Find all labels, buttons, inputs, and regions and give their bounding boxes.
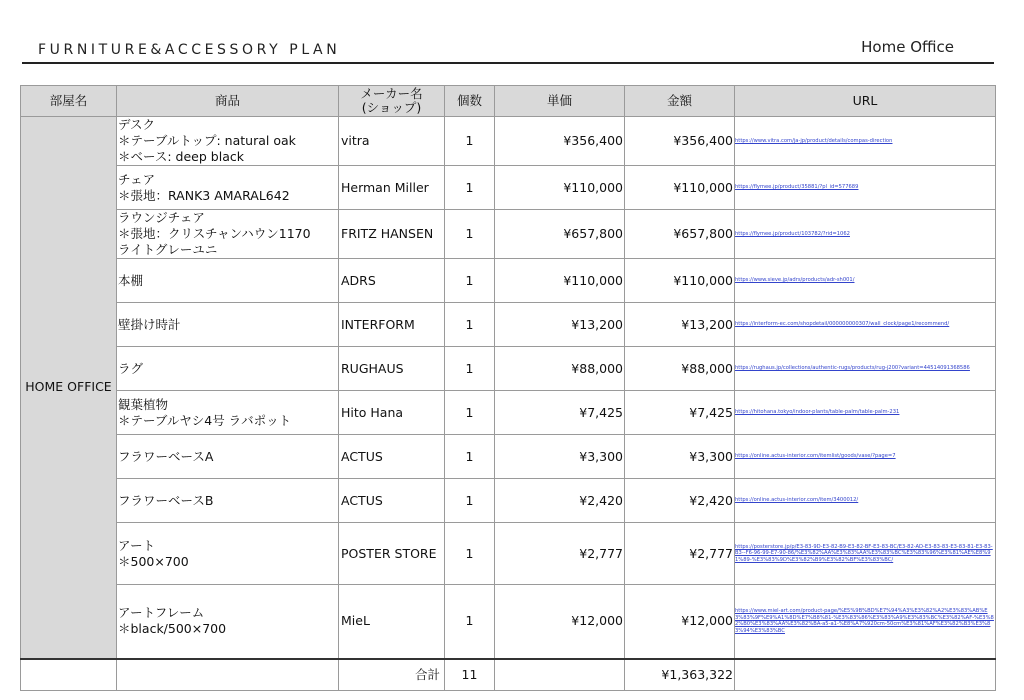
maker-cell: RUGHAUS: [339, 347, 445, 391]
unit-price-cell: ¥2,420: [495, 479, 625, 523]
title-divider: [22, 62, 994, 64]
qty-cell: 1: [445, 347, 495, 391]
maker-cell: MieL: [339, 585, 445, 659]
url-cell: [735, 303, 996, 347]
qty-cell: 1: [445, 391, 495, 435]
url-cell: [735, 166, 996, 210]
room-name-cell: HOME OFFICE: [21, 117, 117, 659]
table-row: [21, 585, 996, 659]
maker-cell: ACTUS: [339, 435, 445, 479]
qty-cell: 1: [445, 523, 495, 585]
unit-price-cell: ¥356,400: [495, 117, 625, 166]
document-subtitle: Home Office: [861, 38, 954, 56]
url-cell: [735, 117, 996, 166]
url-cell: [735, 435, 996, 479]
table-row: [21, 259, 996, 303]
url-cell: [735, 585, 996, 659]
product-link[interactable]: https://hitohana.tokyo/indoor-plants/table-palm/table-palm-231: [735, 409, 900, 416]
url-cell: [735, 259, 996, 303]
qty-cell: 1: [445, 585, 495, 659]
product-link[interactable]: https://online.actus-interior.com/itemlist/goods/vase/?page=7: [735, 453, 896, 460]
url-cell: [735, 479, 996, 523]
maker-cell: ACTUS: [339, 479, 445, 523]
amount-cell: ¥2,420: [625, 479, 735, 523]
qty-cell: 1: [445, 117, 495, 166]
unit-price-cell: ¥110,000: [495, 166, 625, 210]
product-link[interactable]: https://www.vitra.com/ja-jp/product/details/compas-direction: [735, 137, 893, 144]
product-cell: ラウンジチェア ＊張地：クリスチャンハウン1170 ライトグレーユニ: [117, 210, 339, 259]
amount-cell: ¥88,000: [625, 347, 735, 391]
total-qty: 11: [445, 659, 495, 691]
maker-cell: Hito Hana: [339, 391, 445, 435]
header-qty: 個数: [445, 86, 495, 117]
url-cell: [735, 523, 996, 585]
unit-price-cell: ¥3,300: [495, 435, 625, 479]
total-amount: ¥1,363,322: [625, 659, 735, 691]
maker-cell: INTERFORM: [339, 303, 445, 347]
product-cell: フラワーベースA: [117, 435, 339, 479]
table-row: [21, 166, 996, 210]
amount-cell: ¥110,000: [625, 166, 735, 210]
table-row: [21, 391, 996, 435]
table-body: [21, 117, 996, 659]
amount-cell: ¥13,200: [625, 303, 735, 347]
header-url: URL: [735, 86, 996, 117]
table-row: [21, 523, 996, 585]
amount-cell: ¥7,425: [625, 391, 735, 435]
product-link[interactable]: https://www.sieve.jp/adrs/products/adr-sh001/: [735, 277, 855, 284]
unit-price-cell: ¥657,800: [495, 210, 625, 259]
table-row: [21, 117, 996, 166]
table-row: [21, 435, 996, 479]
product-cell: デスク ＊テーブルトップ: natural oak ＊ベース: deep black: [117, 117, 339, 166]
header-product: 商品: [117, 86, 339, 117]
unit-price-cell: ¥2,777: [495, 523, 625, 585]
qty-cell: 1: [445, 166, 495, 210]
maker-cell: Herman Miller: [339, 166, 445, 210]
table-row: [21, 210, 996, 259]
amount-cell: ¥110,000: [625, 259, 735, 303]
qty-cell: 1: [445, 259, 495, 303]
maker-cell: POSTER STORE: [339, 523, 445, 585]
product-link[interactable]: https://rughaus.jp/collections/authentic-rugs/products/rug-j200?variant=44514091368586: [735, 365, 970, 372]
product-cell: チェア ＊張地：RANK3 AMARAL642: [117, 166, 339, 210]
product-link[interactable]: https://flymee.jp/product/103782/?rid=1062: [735, 230, 850, 237]
furniture-plan-table: [20, 85, 996, 691]
product-link[interactable]: https://posterstore.jp/p/E3-83-9D-E3-82-B9-E3-82-BF-E3-83-BC/E3-82-AD-E3-83-83-E3-83-81-E3-83-B3--F6-96-99-E7-90-86/%E3%82%AA%E3%83%AA%E3%83%BC%E3%83%96%E3%81%AE%E8%91%89-%E3%83%9D%E3%82%B9%E3%82%BF%E3%83%BC/: [735, 543, 993, 563]
total-product-cell: [117, 659, 339, 691]
qty-cell: 1: [445, 435, 495, 479]
product-cell: 観葉植物 ＊テーブルヤシ4号 ラバポット: [117, 391, 339, 435]
total-label: 合計: [339, 659, 445, 691]
url-cell: [735, 210, 996, 259]
unit-price-cell: ¥88,000: [495, 347, 625, 391]
product-link[interactable]: https://interform-ec.com/shopdetail/000000000307/wall_clock/page1/recommend/: [735, 321, 950, 328]
qty-cell: 1: [445, 303, 495, 347]
unit-price-cell: ¥7,425: [495, 391, 625, 435]
header-maker: メーカー名 (ショップ): [339, 86, 445, 117]
header-room: 部屋名: [21, 86, 117, 117]
amount-cell: ¥657,800: [625, 210, 735, 259]
header-unit-price: 単価: [495, 86, 625, 117]
unit-price-cell: ¥13,200: [495, 303, 625, 347]
maker-cell: FRITZ HANSEN: [339, 210, 445, 259]
table-header-row: [21, 86, 996, 117]
product-cell: ラグ: [117, 347, 339, 391]
header-amount: 金額: [625, 86, 735, 117]
product-link[interactable]: https://flymee.jp/product/35881/?pl_id=577689: [735, 184, 859, 191]
product-cell: 壁掛け時計: [117, 303, 339, 347]
document-title: FURNITURE&ACCESSORY PLAN: [38, 42, 341, 58]
table-row: [21, 479, 996, 523]
table-row: [21, 347, 996, 391]
product-cell: フラワーベースB: [117, 479, 339, 523]
total-room-cell: [21, 659, 117, 691]
url-cell: [735, 391, 996, 435]
table-row: [21, 303, 996, 347]
amount-cell: ¥2,777: [625, 523, 735, 585]
product-cell: アート ＊500×700: [117, 523, 339, 585]
amount-cell: ¥3,300: [625, 435, 735, 479]
maker-cell: vitra: [339, 117, 445, 166]
url-cell: [735, 347, 996, 391]
amount-cell: ¥12,000: [625, 585, 735, 659]
unit-price-cell: ¥110,000: [495, 259, 625, 303]
product-cell: アートフレーム ＊black/500×700: [117, 585, 339, 659]
qty-cell: 1: [445, 479, 495, 523]
total-url-cell: [735, 659, 996, 691]
unit-price-cell: ¥12,000: [495, 585, 625, 659]
product-cell: 本棚: [117, 259, 339, 303]
qty-cell: 1: [445, 210, 495, 259]
total-row: [21, 659, 996, 691]
maker-cell: ADRS: [339, 259, 445, 303]
total-unit-cell: [495, 659, 625, 691]
product-link[interactable]: https://online.actus-interior.com/item/3400012/: [735, 497, 859, 504]
amount-cell: ¥356,400: [625, 117, 735, 166]
product-link[interactable]: https://www.miel-art.com/product-page/%E5%9B%BD%E7%94%A3%E3%82%A2%E3%83%AB%E3%83%9F%E9%A1%8D%E7%B8%81-%E3%83%86%E3%83%A9%E3%83%BC%E3%82%AF-%E3%82%B0%E3%83%AA%E3%82%BA-a5-a1-%E8%A7%920cm-50cm%E3%81%AF%E3%82%B3%E3%83%94%E3%83%BC: [735, 608, 994, 634]
